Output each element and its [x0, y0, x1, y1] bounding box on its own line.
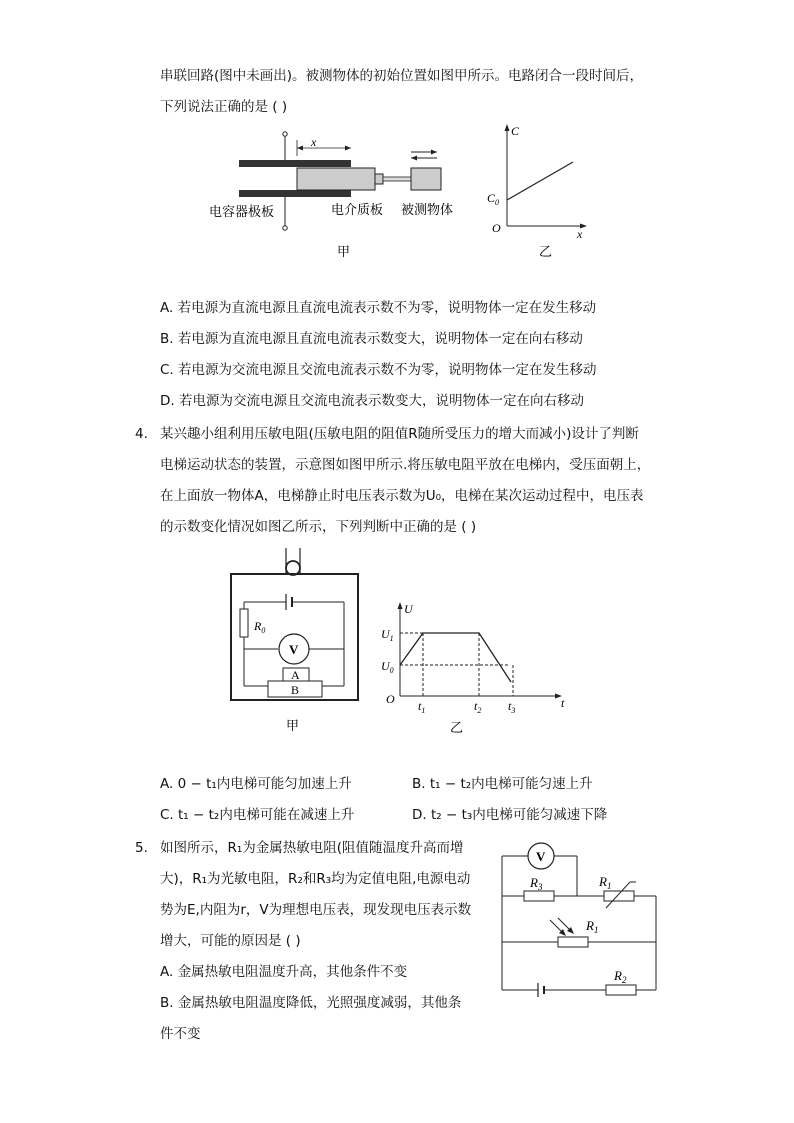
t-axis-label: t: [561, 696, 565, 710]
q5-option-b-line2: 件不变: [160, 1026, 201, 1042]
q4-figure-yi: [378, 600, 578, 770]
thermistor-r1: [604, 891, 634, 901]
t3-label: $t_3$: [508, 699, 516, 715]
q5-stem-line3: 势为E,内阻为r，V为理想电压表，现发现电压表示数: [160, 902, 472, 918]
measured-object: [411, 168, 441, 190]
q5-stem-line4: 增大，可能的原因是 ( ): [160, 933, 301, 949]
q4-option-a: A. 0 − t₁内电梯可能匀加速上升: [160, 776, 352, 792]
r1-label: $R_1$: [586, 918, 599, 935]
q3-figure-jia: [205, 128, 465, 263]
q4-option-d: D. t₂ − t₃内电梯可能匀减速下降: [412, 807, 608, 823]
voltmeter-label: V: [289, 642, 299, 657]
q4-caption-jia: 甲: [286, 719, 300, 734]
c0-label: $C_0$: [487, 191, 500, 207]
block-b-label: B: [291, 683, 300, 697]
q4-option-c: C. t₁ − t₂内电梯可能在减速上升: [160, 807, 355, 823]
q5-option-a: A. 金属热敏电阻温度升高，其他条件不变: [160, 964, 408, 980]
r3-resistor: [524, 891, 554, 901]
q4-stem-line3: 在上面放一物体A，电梯静止时电压表示数为U₀，电梯在某次运动过程中，电压表: [160, 488, 644, 504]
object-label: 被测物体: [401, 203, 454, 218]
q4-stem-line4: 的示数变化情况如图乙所示，下列判断中正确的是 ( ): [160, 519, 477, 535]
voltage-curve: [400, 633, 511, 682]
q4-stem-line1: 某兴趣小组利用压敏电阻(压敏电阻的阻值R随所受压力的增大而减小)设计了判断: [160, 426, 639, 442]
origin-label: O: [492, 221, 501, 235]
x-axis-label: x: [577, 227, 583, 241]
u-axis-label: U: [404, 602, 413, 616]
r2-resistor: [606, 985, 636, 995]
q4-figure-jia: [228, 548, 368, 738]
x-dimension-label: x: [311, 135, 317, 149]
q5-stem-line1: 如图所示，R₁为金属热敏电阻(阻值随温度升高而增: [160, 840, 464, 856]
capacitance-line: [507, 162, 573, 200]
block-a-label: A: [291, 668, 300, 682]
r3-label: $R_3$: [530, 875, 543, 892]
q3-caption-jia: 甲: [337, 245, 351, 260]
u0-label: $U_0$: [381, 659, 394, 675]
capacitor-top-plate: [239, 160, 351, 167]
r0-resistor: [240, 609, 248, 637]
q3-figure-yi: [485, 122, 595, 260]
q3-option-b: B. 若电源为直流电源且直流电流表示数变大，说明物体一定在向右移动: [160, 331, 583, 347]
q3-option-a: A. 若电源为直流电源且直流电流表示数不为零，说明物体一定在发生移动: [160, 300, 597, 316]
capacitor-bottom-plate: [239, 190, 351, 197]
voltmeter-label: V: [536, 849, 546, 864]
r1t-label: $R_1$: [599, 874, 612, 891]
u1-label: $U_1$: [381, 627, 394, 643]
q3-option-d: D. 若电源为交流电源且交流电流表示数变大，说明物体一定在向右移动: [160, 393, 584, 409]
q4-stem-line2: 电梯运动状态的装置，示意图如图甲所示.将压敏电阻平放在电梯内，受压面朝上，: [160, 457, 651, 473]
photoresistor-r1: [558, 937, 588, 947]
t2-label: $t_2$: [474, 699, 482, 715]
q4-caption-yi: 乙: [450, 721, 464, 736]
plate-label: 电容器极板: [209, 205, 275, 220]
q5-number: 5.: [135, 840, 148, 856]
c-axis-label: C: [511, 124, 520, 138]
q5-option-b-line1: B. 金属热敏电阻温度降低，光照强度减弱，其他条: [160, 995, 462, 1011]
pulley-icon: [286, 561, 300, 575]
q3-stem-line2: 下列说法正确的是 ( ): [160, 99, 288, 115]
t1-label: $t_1$: [418, 699, 426, 715]
q4-number: 4.: [135, 426, 148, 442]
r0-label: $R_0$: [254, 619, 266, 635]
q3-caption-yi: 乙: [539, 245, 553, 260]
q5-circuit: [494, 836, 669, 1001]
q5-stem-line2: 大)，R₁为光敏电阻，R₂和R₃均为定值电阻,电源电动: [160, 871, 471, 887]
q3-stem-line1: 串联回路(图中未画出)。被测物体的初始位置如图甲所示。电路闭合一段时间后，: [160, 68, 644, 84]
origin-label: O: [386, 692, 395, 706]
r2-label: $R_2$: [614, 968, 627, 985]
dielectric-plate: [297, 168, 375, 190]
q3-option-c: C. 若电源为交流电源且交流电流表示数不为零，说明物体一定在发生移动: [160, 362, 597, 378]
q4-option-b: B. t₁ − t₂内电梯可能匀速上升: [412, 776, 593, 792]
dielectric-label: 电介质板: [331, 203, 384, 218]
